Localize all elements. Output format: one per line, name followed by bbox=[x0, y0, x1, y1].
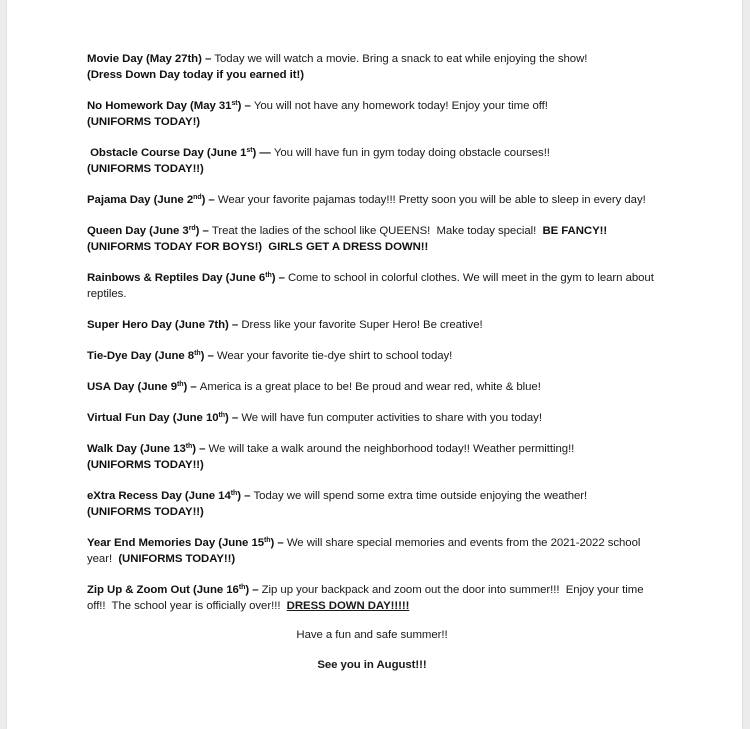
entry-note: (UNIFORMS TODAY!) bbox=[87, 116, 201, 128]
closing-line-august: See you in August!!! bbox=[317, 659, 427, 671]
entry-queen-day: Queen Day (June 3rd) – Treat the ladies of the school like QUEENS! Make today special! BE FANCY!! (UNIFORMS TODAY FOR BOYS!) GIRLS GET A DRESS DOWN!! bbox=[87, 225, 608, 253]
entry-text: America is a great place to be! Be proud and wear red, white & blue! bbox=[199, 381, 541, 393]
entry-title: Queen Day (June 3rd) bbox=[87, 225, 200, 237]
entry-note: (UNIFORMS TODAY!!) bbox=[87, 459, 204, 471]
entry-note: (Dress Down Day today if you earned it!) bbox=[87, 69, 304, 81]
entry-text: We will have fun computer activities to share with you today! bbox=[241, 412, 542, 424]
entry-title: No Homework Day (May 31st) bbox=[87, 100, 242, 112]
entry-title: Movie Day (May 27th) bbox=[87, 53, 202, 65]
entry-text: Today we will watch a movie. Bring a snack to eat while enjoying the show! bbox=[214, 53, 588, 65]
entry-note: (UNIFORMS TODAY!!) bbox=[87, 506, 204, 518]
entry-text: Wear your favorite tie-dye shirt to school today! bbox=[216, 350, 453, 362]
entry-bold-inline: (UNIFORMS TODAY!!) bbox=[118, 553, 236, 565]
entry-obstacle-course-day: Obstacle Course Day (June 1st) — You will have fun in gym today doing obstacle courses!! (UNIFORMS TODAY!!) bbox=[87, 147, 550, 175]
entry-title: USA Day (June 9th) bbox=[87, 381, 188, 393]
entry-text: Dress like your favorite Super Hero! Be creative! bbox=[241, 319, 483, 331]
entry-title: Rainbows & Reptiles Day (June 6th) bbox=[87, 272, 276, 284]
entry-title: Obstacle Course Day (June 1st) bbox=[87, 147, 257, 159]
entry-virtual-fun-day: Virtual Fun Day (June 10th) – We will have fun computer activities to share with you today! bbox=[87, 412, 542, 424]
entry-title: Year End Memories Day (June 15th) bbox=[87, 537, 275, 549]
entry-walk-day: Walk Day (June 13th) – We will take a walk around the neighborhood today!! Weather permitting!! (UNIFORMS TODAY!!) bbox=[87, 443, 575, 471]
entry-year-end-memories-day: Year End Memories Day (June 15th) – We will share special memories and events from the 2021-2022 school year! (UNIFORMS TODAY!!) bbox=[87, 537, 644, 565]
entry-text: You will not have any homework today! Enjoy your time off! bbox=[253, 100, 548, 112]
entry-no-homework-day: No Homework Day (May 31st) – You will not have any homework today! Enjoy your time off! (UNIFORMS TODAY!) bbox=[87, 100, 548, 128]
entry-note: (UNIFORMS TODAY FOR BOYS!) GIRLS GET A DRESS DOWN!! bbox=[87, 241, 429, 253]
entry-text: You will have fun in gym today doing obstacle courses!! bbox=[273, 147, 550, 159]
entry-text: Treat the ladies of the school like QUEENS! Make today special! bbox=[211, 225, 543, 237]
entry-pajama-day: Pajama Day (June 2nd) – Wear your favorite pajamas today!!! Pretty soon you will be able to sleep in every day! bbox=[87, 194, 646, 206]
entry-movie-day: Movie Day (May 27th) – Today we will watch a movie. Bring a snack to eat while enjoying the show! (Dress Down Day today if you earned it!) bbox=[87, 53, 588, 81]
document-page bbox=[7, 0, 742, 729]
entry-title: Pajama Day (June 2nd) bbox=[87, 194, 206, 206]
entry-bold-inline: BE FANCY!! bbox=[542, 225, 608, 237]
entry-title: Virtual Fun Day (June 10th) bbox=[87, 412, 229, 424]
entry-text: We will share special memories and events from the 2021-2022 school year! bbox=[87, 537, 644, 565]
entry-zip-up-zoom-out: Zip Up & Zoom Out (June 16th) – Zip up your backpack and zoom out the door into summer!!! Enjoy your time off!! The school year is officially over!!! DRESS DOWN DAY!!!!! bbox=[87, 584, 647, 612]
entry-text: We will take a walk around the neighborhood today!! Weather permitting!! bbox=[208, 443, 575, 455]
entry-title: Zip Up & Zoom Out (June 16th) bbox=[87, 584, 250, 596]
entry-text: Zip up your backpack and zoom out the door into summer!!! Enjoy your time off!! The school year is officially over!!! bbox=[87, 584, 647, 612]
entry-rainbows-reptiles-day: Rainbows & Reptiles Day (June 6th) – Come to school in colorful clothes. We will meet in the gym to learn about reptiles. bbox=[87, 272, 654, 300]
entry-title: Super Hero Day (June 7th) bbox=[87, 319, 229, 331]
entry-text: Today we will spend some extra time outside enjoying the weather! bbox=[253, 490, 588, 502]
dress-down-day-underlined: DRESS DOWN DAY!!!!! bbox=[286, 600, 410, 612]
entry-title: eXtra Recess Day (June 14th) bbox=[87, 490, 242, 502]
entry-extra-recess-day: eXtra Recess Day (June 14th) – Today we will spend some extra time outside enjoying the weather! (UNIFORMS TODAY!!) bbox=[87, 490, 588, 518]
closing-line-summer: Have a fun and safe summer!! bbox=[296, 629, 448, 641]
entry-text: Come to school in colorful clothes. We will meet in the gym to learn about reptiles. bbox=[87, 272, 654, 300]
entry-note: (UNIFORMS TODAY!!) bbox=[87, 163, 204, 175]
entry-usa-day: USA Day (June 9th) – America is a great place to be! Be proud and wear red, white & blue! bbox=[87, 381, 541, 393]
document-content bbox=[87, 51, 657, 687]
entry-text: Wear your favorite pajamas today!!! Pretty soon you will be able to sleep in every day! bbox=[217, 194, 646, 206]
entry-tie-dye-day: Tie-Dye Day (June 8th) – Wear your favorite tie-dye shirt to school today! bbox=[87, 350, 453, 362]
entry-title: Walk Day (June 13th) bbox=[87, 443, 197, 455]
entry-super-hero-day: Super Hero Day (June 7th) – Dress like your favorite Super Hero! Be creative! bbox=[87, 319, 483, 331]
entry-title: Tie-Dye Day (June 8th) bbox=[87, 350, 205, 362]
